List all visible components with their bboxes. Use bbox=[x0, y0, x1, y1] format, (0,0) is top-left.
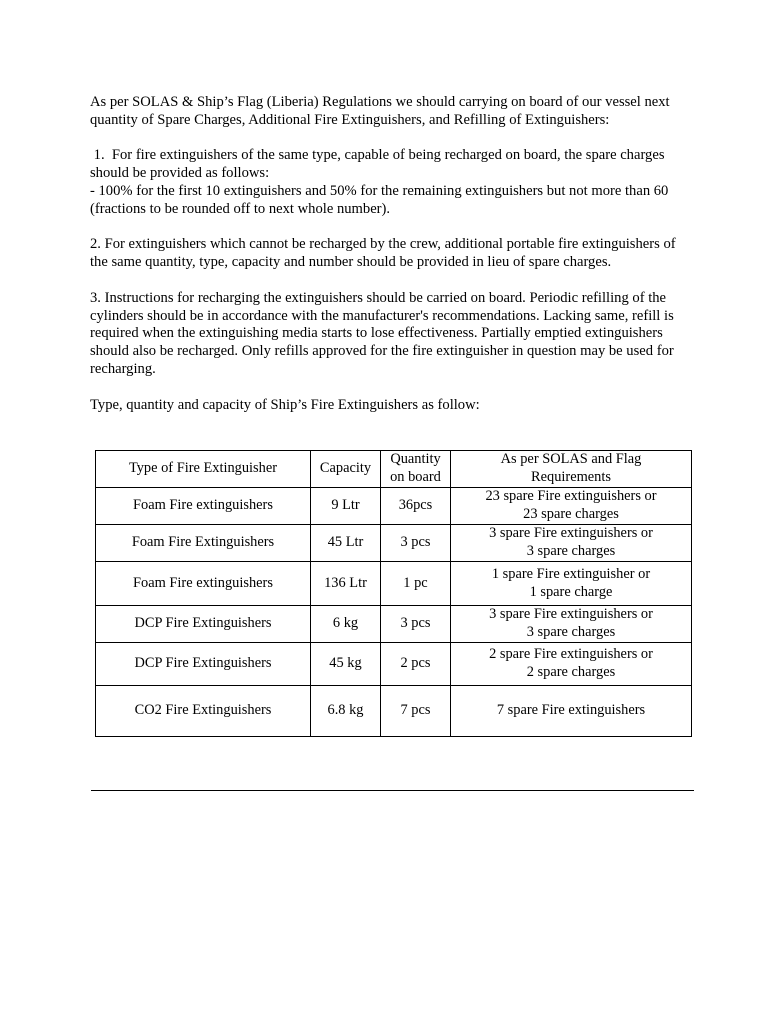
cell-requirements: 3 spare Fire extinguishers or 3 spare charges bbox=[451, 606, 692, 643]
intro-paragraph: As per SOLAS & Ship’s Flag (Liberia) Regulations we should carrying on board of our vessel next quantity of Spare Charges, Additional Fire Extinguishers, and Refilling of Extinguishers: bbox=[90, 94, 674, 128]
item-1-detail: - 100% for the first 10 extinguishers and 50% for the remaining extinguishers but not more than 60 (fractions to be rounded off to next whole number). bbox=[90, 182, 673, 217]
cell-type: Foam Fire Extinguishers bbox=[96, 525, 311, 562]
table-row bbox=[96, 606, 692, 643]
cell-requirements: 1 spare Fire extinguisher or 1 spare charge bbox=[451, 562, 692, 606]
cell-quantity: 7 pcs bbox=[381, 686, 451, 737]
cell-capacity: 45 kg bbox=[311, 643, 381, 686]
cell-quantity: 1 pc bbox=[381, 562, 451, 606]
header-type: Type of Fire Extinguisher bbox=[96, 451, 311, 488]
cell-type: Foam Fire extinguishers bbox=[96, 562, 311, 606]
cell-quantity: 3 pcs bbox=[381, 525, 451, 562]
cell-capacity: 6 kg bbox=[311, 606, 381, 643]
table-header-row bbox=[96, 451, 692, 488]
horizontal-rule bbox=[91, 790, 694, 791]
cell-capacity: 45 Ltr bbox=[311, 525, 381, 562]
cell-type: Foam Fire extinguishers bbox=[96, 488, 311, 525]
cell-requirements: 2 spare Fire extinguishers or 2 spare charges bbox=[451, 643, 692, 686]
header-capacity: Capacity bbox=[311, 451, 381, 488]
cell-quantity: 36pcs bbox=[381, 488, 451, 525]
table-row bbox=[96, 525, 692, 562]
table-row bbox=[96, 643, 692, 686]
table-row bbox=[96, 562, 692, 606]
cell-type: DCP Fire Extinguishers bbox=[96, 606, 311, 643]
table-row bbox=[96, 686, 692, 737]
cell-type: CO2 Fire Extinguishers bbox=[96, 686, 311, 737]
item-2-paragraph: 2. For extinguishers which cannot be recharged by the crew, additional portable fire extinguishers of the same quantity, type, capacity and number should be provided in lieu of spare charges. bbox=[90, 236, 680, 271]
table-caption: Type, quantity and capacity of Ship’s Fire Extinguishers as follow: bbox=[90, 396, 480, 413]
cell-requirements: 23 spare Fire extinguishers or 23 spare charges bbox=[451, 488, 692, 525]
item-3-paragraph: 3. Instructions for recharging the extinguishers should be carried on board. Periodic refilling of the cylinders should be in accordance with the manufacturer's recommendations. Lacking same, refill is required when the extinguishing media starts to lose effectiveness. Partially emptied extinguishers should also be recharged. Only refills approved for the fire extinguisher in question may be used for recharging. bbox=[90, 289, 678, 377]
cell-capacity: 9 Ltr bbox=[311, 488, 381, 525]
cell-requirements: 3 spare Fire extinguishers or 3 spare charges bbox=[451, 525, 692, 562]
table-row bbox=[96, 488, 692, 525]
cell-quantity: 2 pcs bbox=[381, 643, 451, 686]
document-body bbox=[90, 94, 694, 414]
cell-quantity: 3 pcs bbox=[381, 606, 451, 643]
cell-type: DCP Fire Extinguishers bbox=[96, 643, 311, 686]
header-requirements: As per SOLAS and Flag Requirements bbox=[451, 451, 692, 488]
cell-capacity: 136 Ltr bbox=[311, 562, 381, 606]
header-quantity: Quantity on board bbox=[381, 451, 451, 488]
item-1-paragraph: 1. For fire extinguishers of the same type, capable of being recharged on board, the spare charges should be provided as follows: bbox=[90, 147, 669, 182]
cell-capacity: 6.8 kg bbox=[311, 686, 381, 737]
fire-extinguisher-table bbox=[95, 450, 692, 737]
cell-requirements: 7 spare Fire extinguishers bbox=[451, 686, 692, 737]
